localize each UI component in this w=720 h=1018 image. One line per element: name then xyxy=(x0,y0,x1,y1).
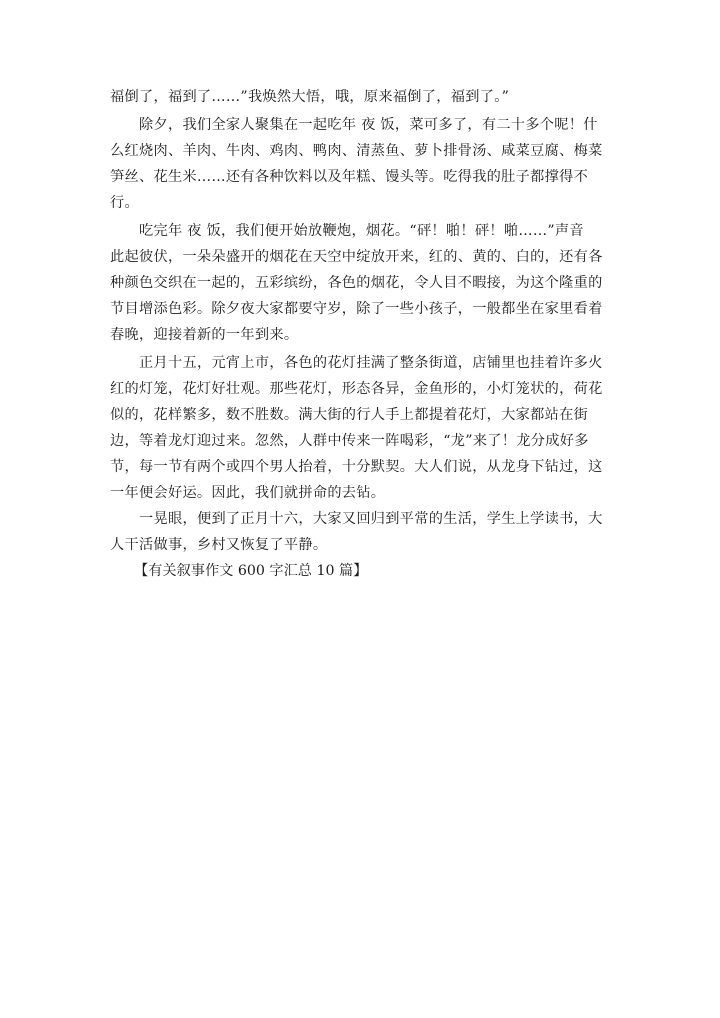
text-line: 人干活做事，乡村又恢复了平静。 xyxy=(110,537,328,553)
text-line: 福倒了，福到了……”我焕然大悟，哦，原来福倒了，福到了。” xyxy=(110,89,510,105)
text-line: 种颜色交织在一起的，五彩缤纷，各色的烟花，令人目不暇接，为这个隆重的 xyxy=(110,275,603,291)
text-line: 节，每一节有两个或四个男人抬着，十分默契。大人们说，从龙身下钻过，这 xyxy=(110,459,603,475)
text-line: 边，等着龙灯迎过来。忽然，人群中传来一阵喝彩，“龙”来了！龙分成好多 xyxy=(110,433,589,449)
text-line: 么红烧肉、羊肉、牛肉、鸡肉、鸭肉、清蒸鱼、萝卜排骨汤、咸菜豆腐、梅菜 xyxy=(110,143,603,159)
text-line: 一年便会好运。因此，我们就拼命的去钻。 xyxy=(110,485,386,501)
text-line: 笋丝、花生米……还有各种饮料以及年糕、馒头等。吃得我的肚子都撑得不 xyxy=(110,169,589,185)
text-line: 正月十五，元宵上市，各色的花灯挂满了整条街道，店铺里也挂着许多火 xyxy=(139,355,603,371)
text-line: 此起彼伏，一朵朵盛开的烟花在天空中绽放开来，红的、黄的、白的，还有各 xyxy=(110,249,603,265)
text-line: 节目增添色彩。除夕夜大家都要守岁，除了一些小孩子，一般都坐在家里看着 xyxy=(110,301,603,317)
text-line: 红的灯笼，花灯好壮观。那些花灯，形态各异，金鱼形的，小灯笼状的，荷花 xyxy=(110,381,603,397)
text-line: 似的，花样繁多，数不胜数。满大街的行人手上都提着花灯，大家都站在街 xyxy=(110,407,589,423)
article-title-footer: 【有关叙事作文 600 字汇总 10 篇】 xyxy=(134,563,368,579)
text-line: 春晚，迎接着新的一年到来。 xyxy=(110,327,299,343)
text-line: 一晃眼，便到了正月十六，大家又回归到平常的生活，学生上学读书，大 xyxy=(139,511,603,527)
text-line: 行。 xyxy=(110,195,139,211)
document-body xyxy=(110,84,620,584)
text-line: 吃完年 夜 饭，我们便开始放鞭炮，烟花。“砰！啪！砰！啪……”声音 xyxy=(139,223,584,239)
text-line: 除夕，我们全家人聚集在一起吃年 夜 饭，菜可多了，有二十多个呢！什 xyxy=(139,117,598,133)
